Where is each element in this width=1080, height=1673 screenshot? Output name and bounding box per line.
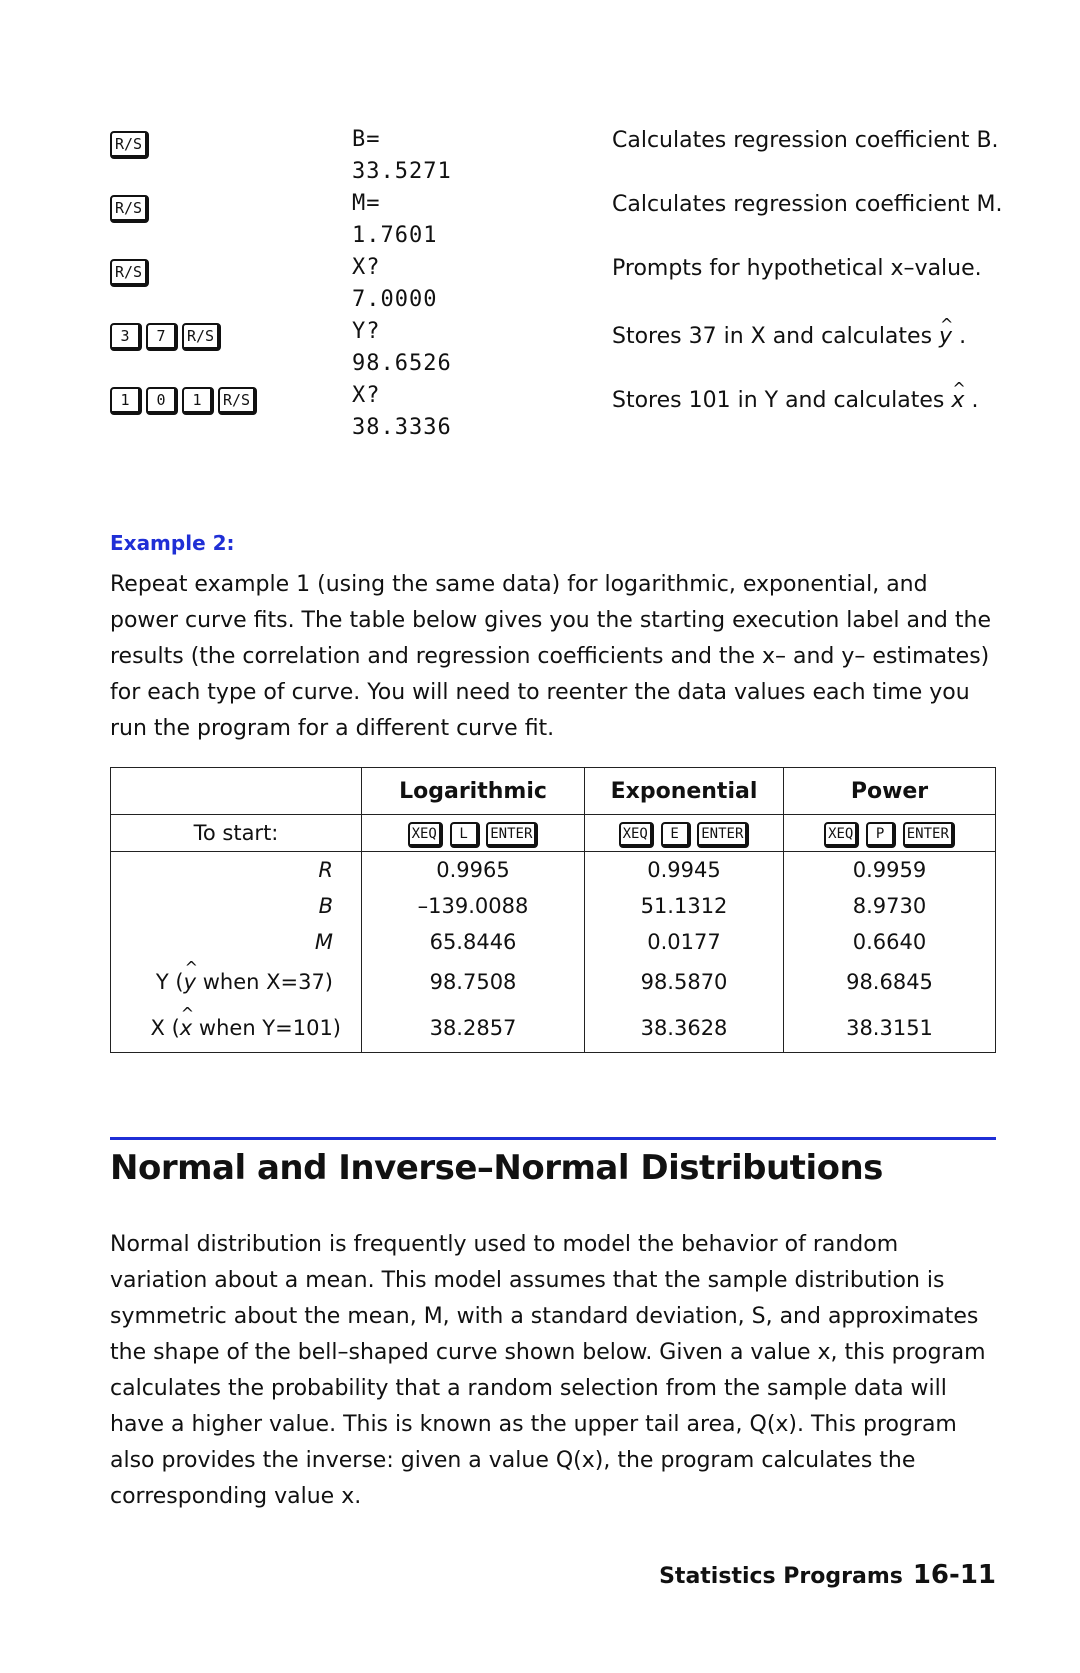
lcd-line-2: 38.3336 (352, 415, 452, 440)
table-cell: 0.6640 (784, 924, 996, 960)
e-key: E (661, 822, 691, 848)
section-paragraph: Normal distribution is frequently used to model the behavior of random variation about a mean. This model assumes that the sample distribution is symmetric about the mean, M, with a standard deviation, S, and approximates the shape of the bell–shaped curve shown below. Given a value x, this program calculates the probability that a random selection from the sample data will have a higher value. This is known as the upper tail area, Q(x). This program also provides the inverse: given a value Q(x), the program calculates the corresponding value x. (110, 1232, 986, 1509)
page-footer (659, 1560, 996, 1590)
table-cell: 0.9945 (585, 852, 784, 889)
rs-key: R/S (110, 131, 149, 159)
table-cell: 38.3628 (585, 1004, 784, 1053)
step-description: Calculates regression coefficient M. (612, 192, 1003, 217)
row-label: B (111, 888, 362, 924)
keystroke-sequence (110, 131, 149, 159)
lcd-display (352, 188, 437, 252)
lcd-line-2: 98.6526 (352, 351, 452, 376)
lcd-line-2: 7.0000 (352, 287, 438, 312)
table-cell: 38.3151 (784, 1004, 996, 1053)
table-cell: 8.9730 (784, 888, 996, 924)
xeq-key: XEQ (619, 822, 654, 848)
page-number: 16-11 (912, 1560, 996, 1590)
start-keys-exponential (585, 815, 784, 852)
table-cell: 51.1312 (585, 888, 784, 924)
keystroke-sequence (110, 259, 149, 287)
table-header-row (111, 768, 996, 815)
xeq-key: XEQ (408, 822, 443, 848)
row-label: Y (^ y when X=37) (111, 960, 362, 1004)
chapter-title: Statistics Programs (659, 1564, 903, 1589)
example-heading: Example 2: (110, 531, 235, 555)
table-row (111, 924, 996, 960)
keystroke-sequence (110, 195, 149, 223)
start-keys-logarithmic (362, 815, 585, 852)
digit-1-key: 1 (110, 387, 142, 415)
results-table (110, 767, 996, 1053)
lcd-line-1: X? (352, 383, 381, 408)
start-label: To start: (111, 815, 362, 852)
step-description: Stores 101 in Y and calculates ^ x . (612, 386, 978, 416)
table-cell: 98.6845 (784, 960, 996, 1004)
step-description: Stores 37 in X and calculates ^ y . (612, 322, 966, 352)
digit-3-key: 3 (110, 323, 142, 351)
lcd-line-1: Y? (352, 319, 381, 344)
table-cell: 0.9965 (362, 852, 585, 889)
table-row (111, 888, 996, 924)
row-label: R (111, 852, 362, 889)
rs-key: R/S (110, 259, 149, 287)
table-cell: –139.0088 (362, 888, 585, 924)
enter-key: ENTER (486, 822, 538, 848)
lcd-display (352, 124, 452, 188)
lcd-display (352, 316, 452, 380)
p-key: P (866, 822, 896, 848)
digit-7-key: 7 (146, 323, 178, 351)
header-logarithmic: Logarithmic (362, 768, 585, 815)
table-cell: 0.0177 (585, 924, 784, 960)
keystroke-sequence (110, 323, 221, 351)
row-label: M (111, 924, 362, 960)
digit-1-key: 1 (182, 387, 214, 415)
rs-key: R/S (182, 323, 221, 351)
table-cell: 38.2857 (362, 1004, 585, 1053)
header-blank (111, 768, 362, 815)
x-hat-symbol: ^ x (180, 1016, 192, 1040)
section-title: Normal and Inverse–Normal Distributions (110, 1148, 883, 1188)
lcd-display (352, 380, 452, 444)
x-hat-symbol: ^ x (951, 386, 964, 416)
rs-key: R/S (110, 195, 149, 223)
y-hat-symbol: ^ y (939, 322, 952, 352)
step-description: Calculates regression coefficient B. (612, 128, 999, 153)
table-cell: 65.8446 (362, 924, 585, 960)
header-power: Power (784, 768, 996, 815)
start-keys-power (784, 815, 996, 852)
lcd-line-2: 33.5271 (352, 159, 452, 184)
lcd-line-1: M= (352, 191, 381, 216)
xeq-key: XEQ (824, 822, 859, 848)
lcd-display (352, 252, 437, 316)
table-row (111, 852, 996, 889)
enter-key: ENTER (903, 822, 955, 848)
digit-0-key: 0 (146, 387, 178, 415)
row-label: X (^ x when Y=101) (111, 1004, 362, 1053)
table-row (111, 960, 996, 1004)
lcd-line-1: X? (352, 255, 381, 280)
header-exponential: Exponential (585, 768, 784, 815)
table-row (111, 1004, 996, 1053)
step-description: Prompts for hypothetical x–value. (612, 256, 982, 281)
l-key: L (450, 822, 480, 848)
enter-key: ENTER (697, 822, 749, 848)
y-hat-symbol: ^ y (184, 970, 196, 994)
section-divider (110, 1137, 996, 1140)
lcd-line-2: 1.7601 (352, 223, 438, 248)
example-paragraph: Repeat example 1 (using the same data) for logarithmic, exponential, and power curve fits. The table below gives you the starting execution label and the results (the correlation and regression coefficients and the x– and y– estimates) for each type of curve. You will need to reenter the data values each time you run the program for a different curve fit. (110, 572, 991, 741)
rs-key: R/S (218, 387, 257, 415)
table-row-start (111, 815, 996, 852)
table-cell: 98.7508 (362, 960, 585, 1004)
lcd-line-1: B= (352, 127, 381, 152)
table-cell: 0.9959 (784, 852, 996, 889)
table-cell: 98.5870 (585, 960, 784, 1004)
keystroke-sequence (110, 387, 257, 415)
